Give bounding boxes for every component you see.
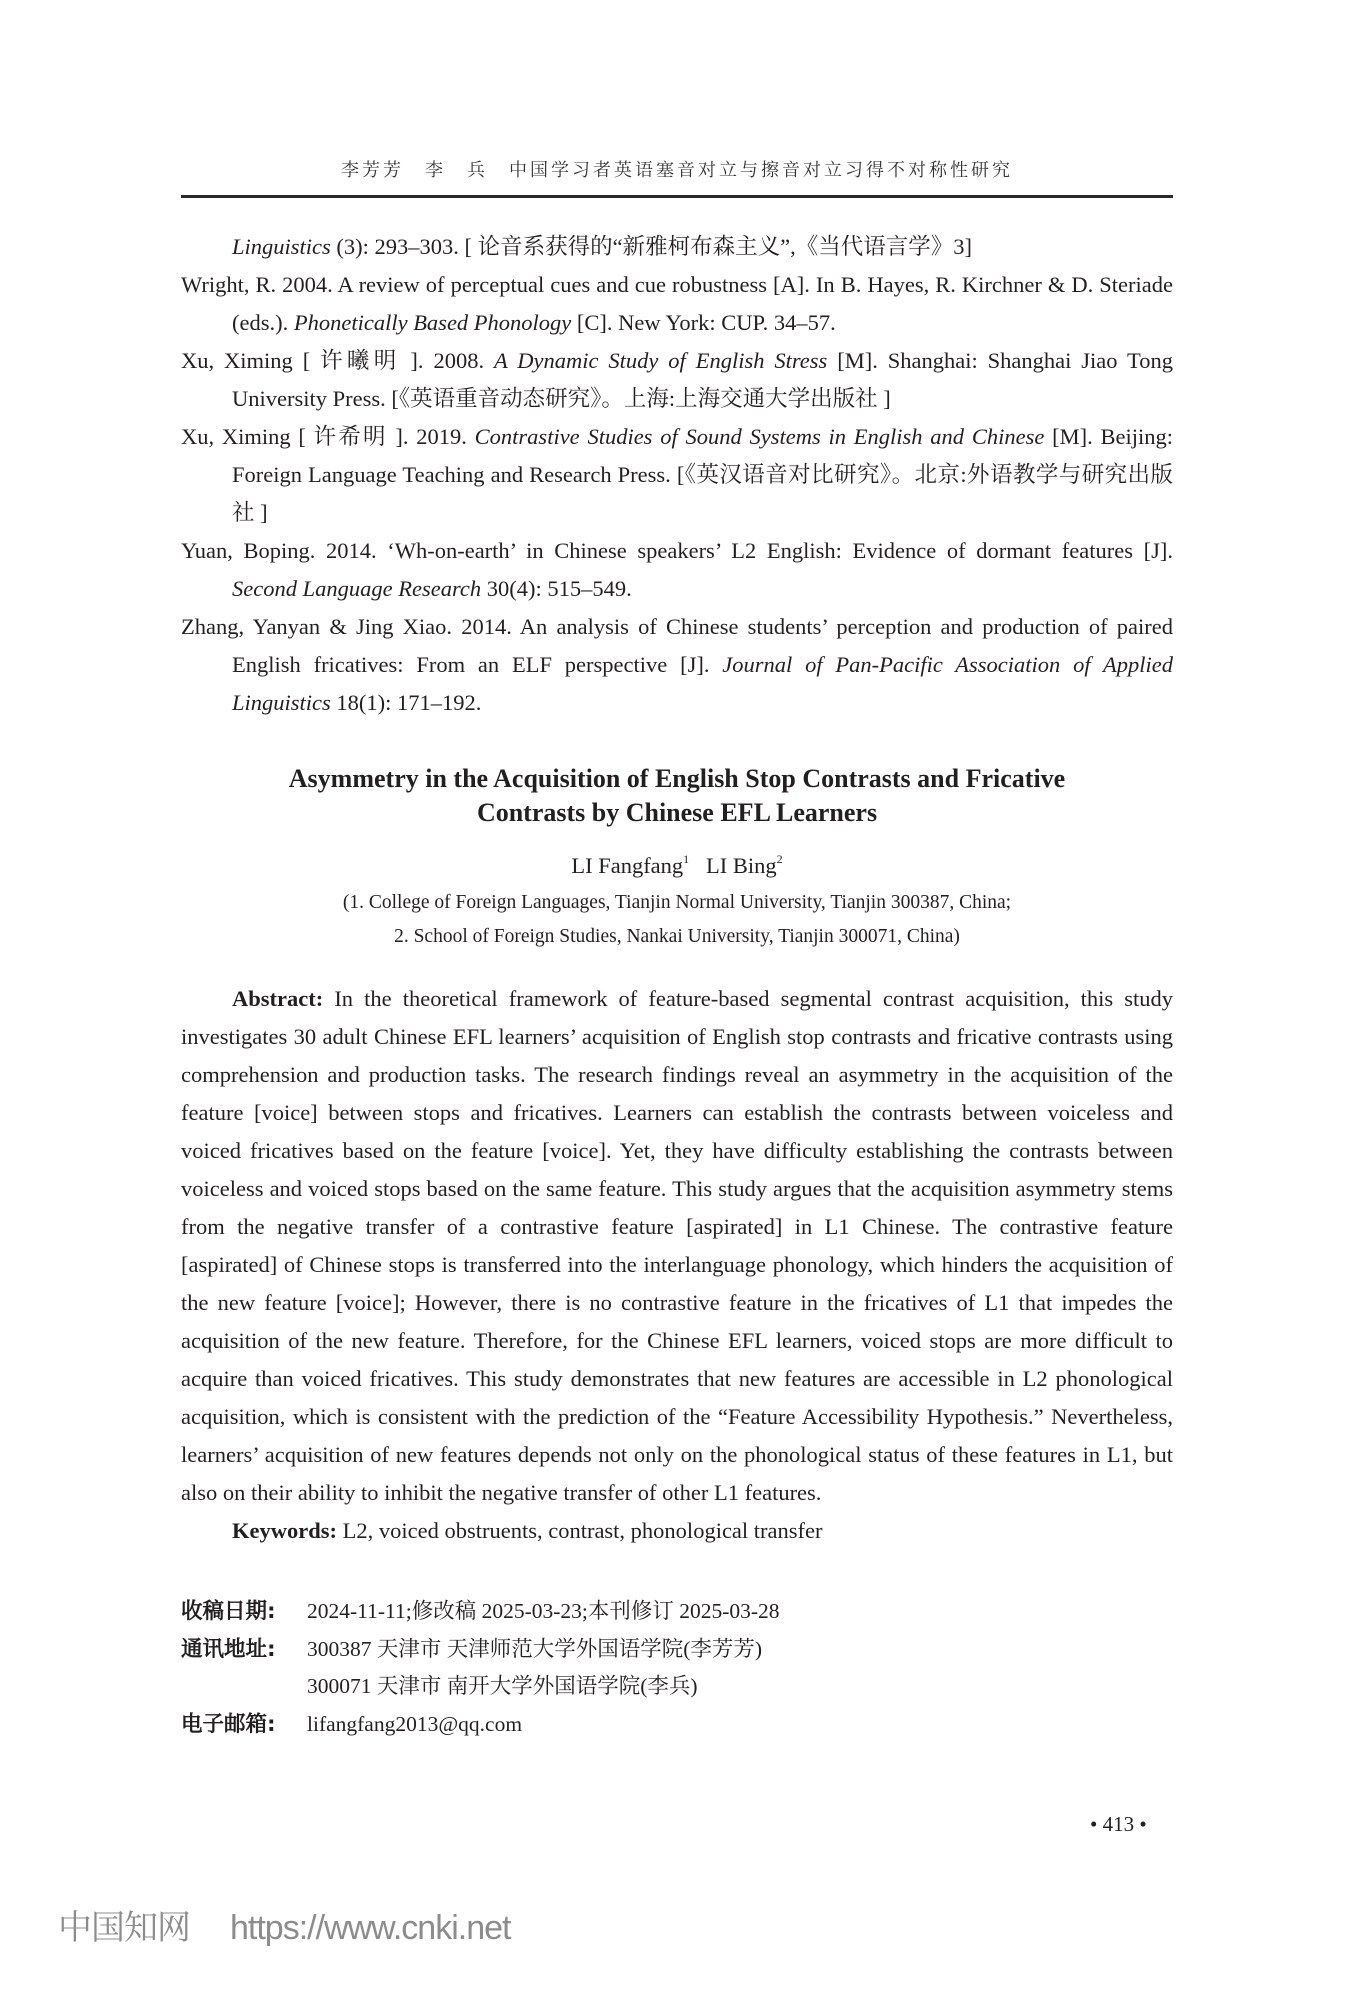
abstract-paragraph [181,980,1173,1512]
affiliation-1: (1. College of Foreign Languages, Tianjin Normal University, Tianjin 300387, China; [342,892,1012,913]
english-title [181,762,1173,830]
page-number: • 413 • [1090,1812,1147,1836]
reference-entry [181,418,1173,532]
reference-text: (3): 293–303. [ 论音系获得的“新雅柯布森主义”,《当代语言学》3] [330,234,972,259]
author-affiliation-marker: 2 [776,852,783,866]
abstract-section [181,980,1173,1550]
received-label: 收稿日期: [181,1599,276,1624]
reference-entry [181,266,1173,342]
received-value: 2024-11-11;修改稿 2025-03-23;本刊修订 2025-03-28 [307,1599,780,1623]
running-head: 李芳芳 李 兵 中国学习者英语塞音对立与擦音对立习得不对称性研究 [341,160,1013,180]
header-rule [181,195,1173,198]
reference-text: 30(4): 515–549. [481,576,632,601]
address-label: 通讯地址: [181,1636,276,1662]
abstract-label: Abstract: [232,986,324,1011]
reference-entry [181,228,1173,266]
reference-source-title: Journal of Pan-Pacific Association of Applied Linguistics [232,652,1173,715]
author-name: LI Bing [706,853,777,878]
author-line [181,852,1173,879]
watermark-brand: 中国知网 [58,1908,190,1948]
reference-text: Yuan, Boping. 2014. ‘Wh-on-earth’ in Chinese speakers’ L2 English: Evidence of dormant features [J]. [181,538,1173,563]
reference-text: [C]. New York: CUP. 34–57. [571,310,836,335]
author-name: LI Fangfang [571,853,684,878]
reference-text: Wright, R. 2004. A review of perceptual cues and cue robustness [A]. In B. Hayes, R. Kirchner & D. Steriade (eds.). [181,272,1173,335]
email-row [181,1706,780,1744]
reference-text: Xu, Ximing [ 许希明 ]. 2019. [181,424,475,449]
reference-entry [181,608,1173,722]
reference-source-title: Phonetically Based Phonology [293,310,572,335]
affiliation-2: 2. School of Foreign Studies, Nankai University, Tianjin 300071, China) [394,926,960,947]
email-label: 电子邮箱: [181,1711,276,1737]
reference-source-title: Contrastive Studies of Sound Systems in English and Chinese [474,424,1045,449]
address-line-1: 300387 天津市 天津师范大学外国语学院(李芳芳) [307,1636,763,1661]
keywords-paragraph [181,1512,1173,1550]
reference-list [181,228,1173,722]
english-title-line-1: Asymmetry in the Acquisition of English Stop Contrasts and Fricative [288,764,1066,793]
english-title-line-2: Contrasts by Chinese EFL Learners [476,798,878,827]
reference-entry [181,532,1173,608]
reference-text: [M]. Beijing: Foreign Language Teaching and Research Press. [《英汉语音对比研究》。北京:外语教学与研究出版社 ] [232,424,1173,525]
reference-text: Xu, Ximing [ 许曦明 ]. 2008. [181,348,494,373]
reference-text: Zhang, Yanyan & Jing Xiao. 2014. An analysis of Chinese students’ perception and production of paired English fricatives: From an ELF perspective [J]. [181,614,1173,677]
author-affiliation-marker: 1 [683,852,690,866]
reference-source-title: A Dynamic Study of English Stress [493,348,828,373]
address-row [181,1631,780,1669]
received-row [181,1593,780,1631]
article-metadata [181,1593,780,1743]
address-row-2 [181,1668,780,1706]
affiliations [181,886,1173,954]
keywords-label: Keywords: [232,1518,337,1543]
watermark-url[interactable]: https://www.cnki.net [230,1909,511,1947]
abstract-text: In the theoretical framework of feature-based segmental contrast acquisition, this study investigates 30 adult Chinese EFL learners’ acquisition of English stop contrasts and fricative contrasts using comprehension and production tasks. The research findings reveal an asymmetry in the acquisition of the feature [voice] between stops and fricatives. Learners can establish the contrasts between voiceless and voiced fricatives based on the feature [voice]. Yet, they have difficulty establishing the contrasts between voiceless and voiced stops based on the same feature. This study argues that the acquisition asymmetry stems from the negative transfer of a contrastive feature [aspirated] in L1 Chinese. The contrastive feature [aspirated] of Chinese stops is transferred into the interlanguage phonology, which hinders the acquisition of the new feature [voice]; However, there is no contrastive feature in the fricatives of L1 that impedes the acquisition of the new feature. Therefore, for the Chinese EFL learners, voiced stops are more difficult to acquire than voiced fricatives. This study demonstrates that new features are accessible in L2 phonological acquisition, which is consistent with the prediction of the “Feature Accessibility Hypothesis.” Nevertheless, learners’ acquisition of new features depends not only on the phonological status of these features in L1, but also on their ability to inhibit the negative transfer of other L1 features. [181,986,1173,1505]
email-value[interactable]: lifangfang2013@qq.com [307,1711,523,1736]
reference-source-title: Second Language Research [232,576,482,601]
reference-text: 18(1): 171–192. [330,690,482,715]
address-line-2: 300071 天津市 南开大学外国语学院(李兵) [307,1674,698,1698]
cnki-watermark [58,1900,510,1949]
reference-source-title: Linguistics [232,234,331,259]
reference-text: [M]. Shanghai: Shanghai Jiao Tong University Press. [《英语重音动态研究》。上海:上海交通大学出版社 ] [232,348,1173,411]
reference-entry [181,342,1173,418]
keywords-text: L2, voiced obstruents, contrast, phonological transfer [337,1518,823,1543]
